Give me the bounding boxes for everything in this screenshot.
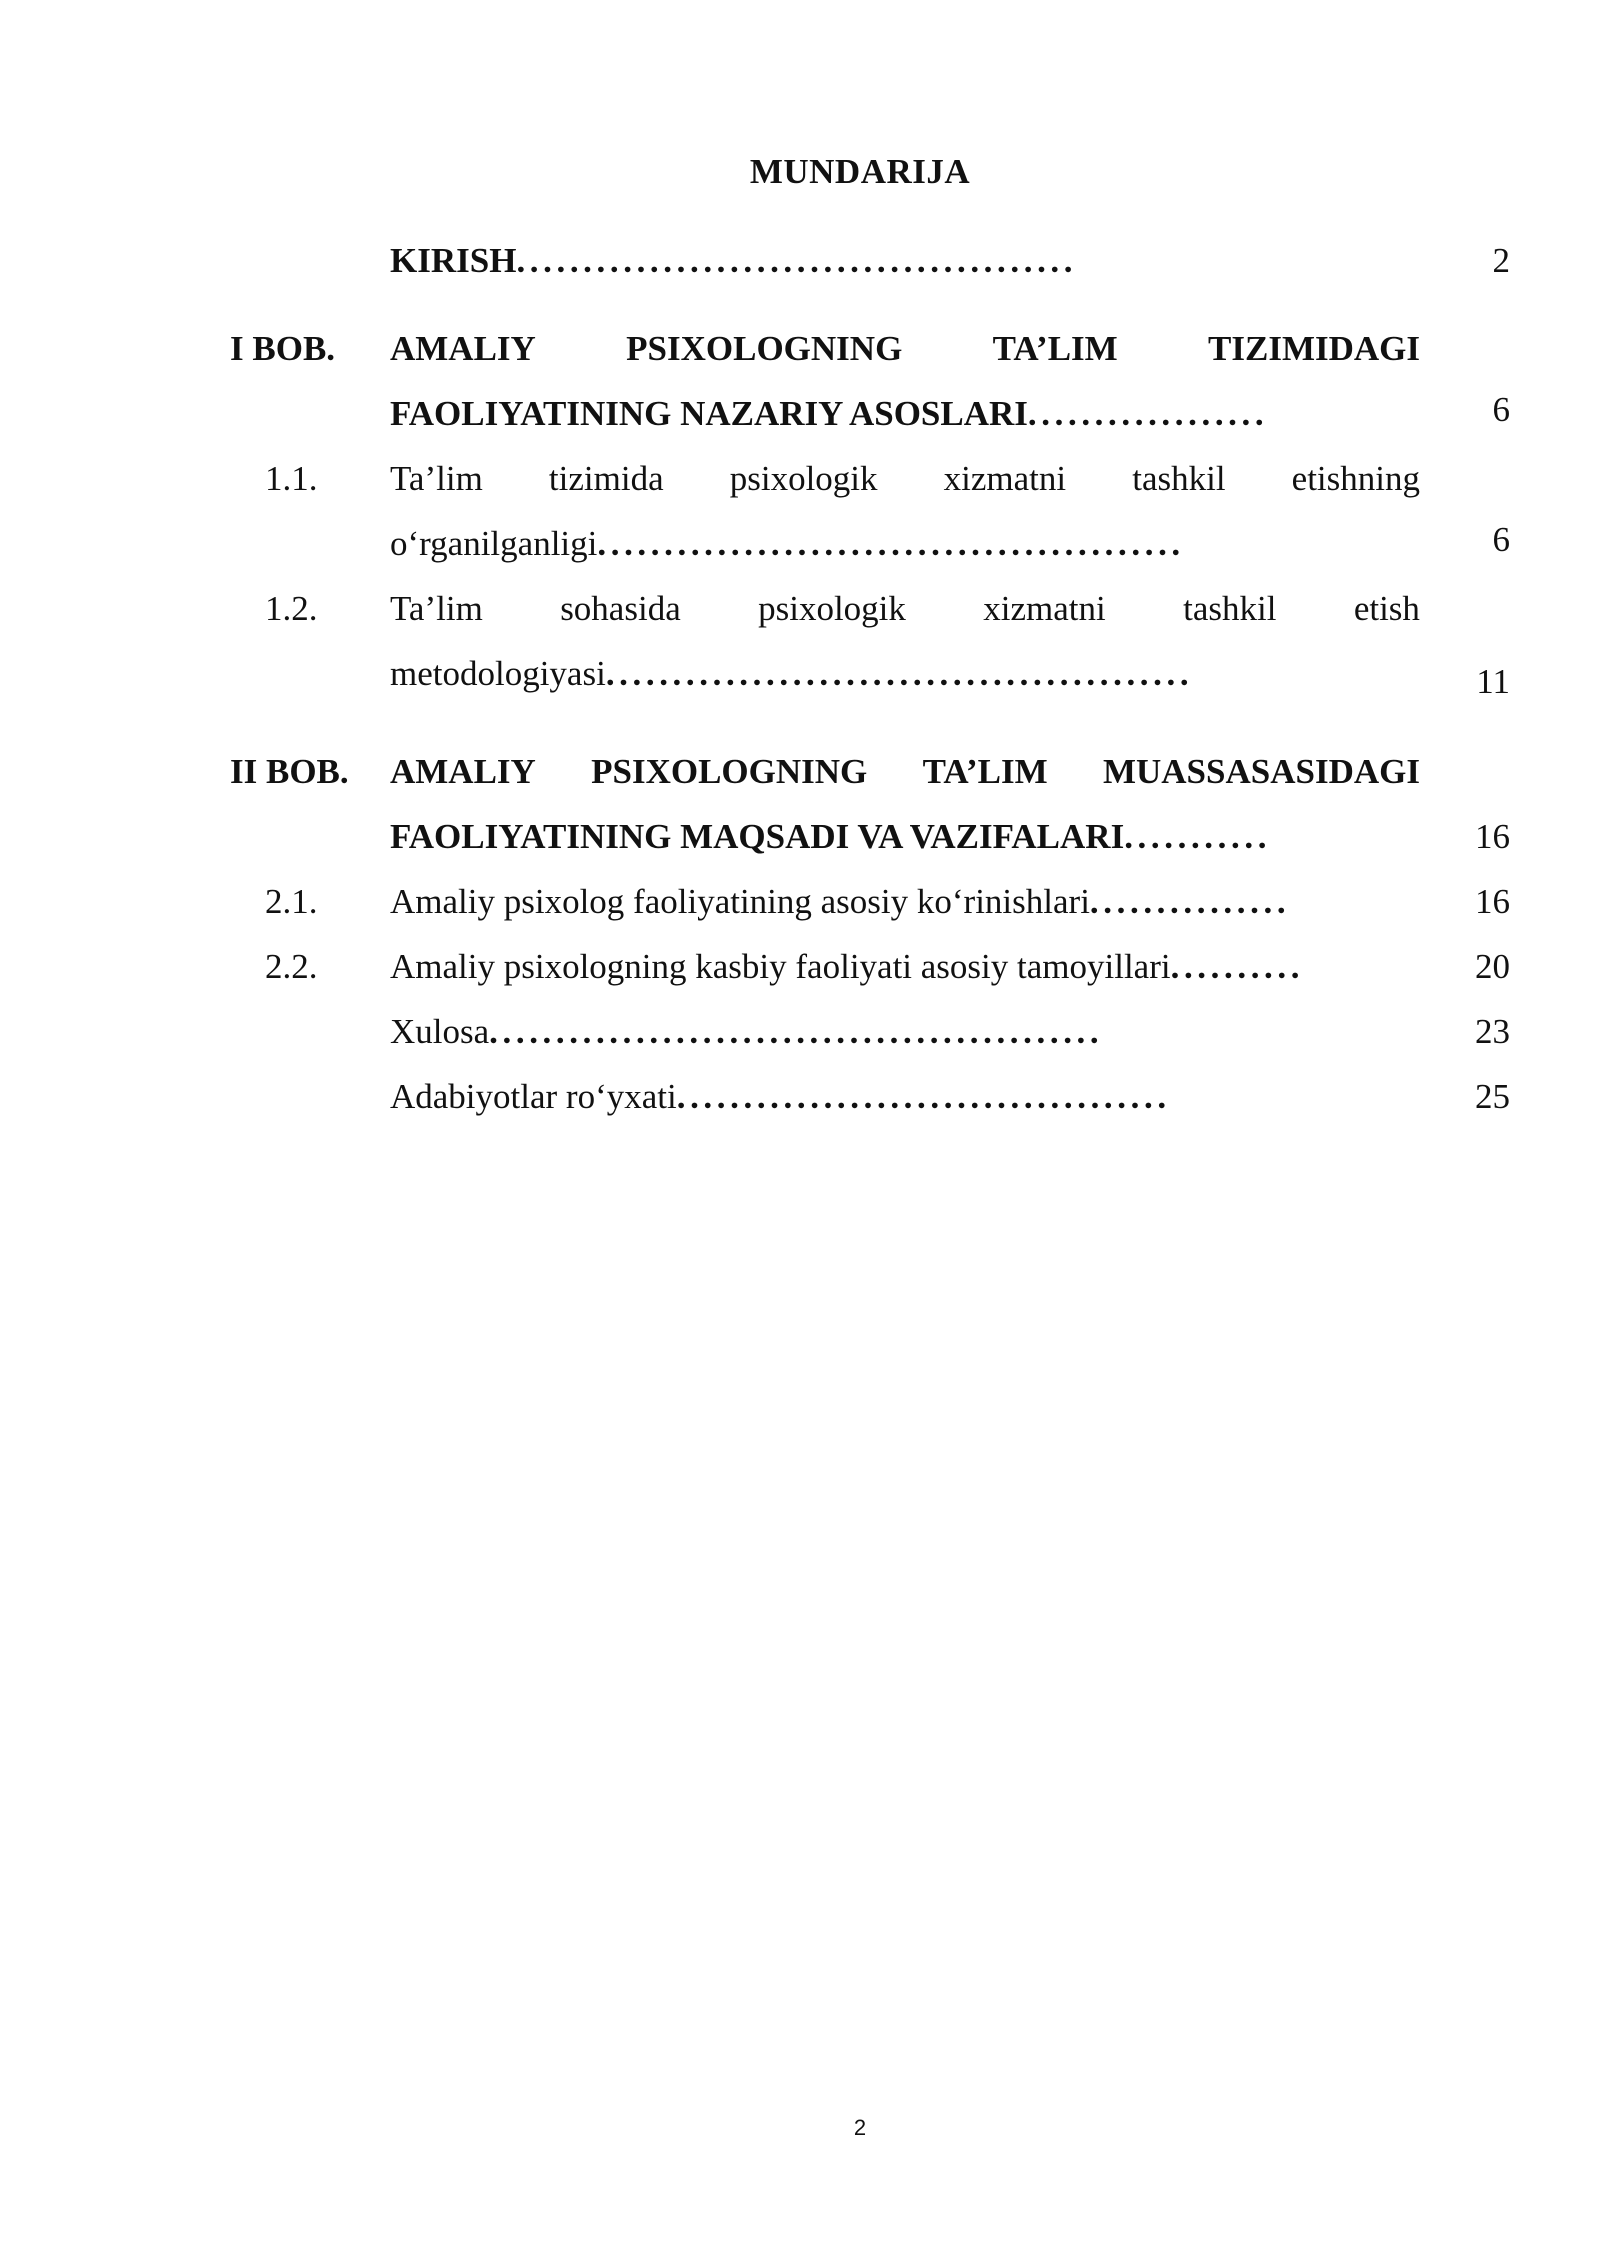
toc-word: TA’LIM: [922, 752, 1048, 791]
section-label: 2.1.: [265, 882, 318, 921]
toc-word: PSIXOLOGNING: [591, 752, 868, 791]
toc-entry-chapter-1-cont: [390, 388, 1420, 440]
toc-word: Ta’lim: [390, 589, 483, 628]
toc-word: psixologik: [729, 459, 878, 498]
toc-word: tashkil: [1183, 589, 1277, 628]
toc-entry-section-2-2: [390, 941, 1420, 993]
toc-page-number: 6: [1492, 390, 1510, 429]
toc-page-number: 20: [1475, 947, 1510, 986]
toc-entry-text: [390, 746, 1420, 798]
toc-entry-text: metodologiyasi: [390, 654, 606, 693]
toc-entry-references: [390, 1071, 1420, 1123]
toc-entry-text: Xulosa: [390, 1012, 490, 1051]
page-title: MUNDARIJA: [749, 152, 971, 191]
toc-entry-text: [390, 583, 1420, 635]
toc-page-number: 16: [1475, 817, 1510, 856]
dot-leader: ............................................: [605, 654, 1194, 693]
toc-word: Ta’lim: [390, 459, 483, 498]
toc-entry-section-2-1: [390, 876, 1420, 928]
toc-page-number: 11: [1476, 662, 1510, 701]
toc-entry-chapter-2-cont: [390, 811, 1420, 863]
dot-leader: ..........................................: [516, 241, 1078, 280]
section-label: 2.2.: [265, 947, 318, 986]
toc-entry-text: [390, 323, 1420, 375]
toc-entry-intro: [390, 235, 1420, 287]
dot-leader: .....................................: [676, 1077, 1171, 1116]
toc-entry-section-1-2: [390, 583, 1420, 635]
toc-word: tashkil: [1132, 459, 1226, 498]
toc-entry-section-1-2-cont: [390, 648, 1420, 700]
toc-entry-text: o‘rganilganligi: [390, 524, 598, 563]
toc-page-number: 23: [1475, 1012, 1510, 1051]
toc-page-number: 2: [1492, 241, 1510, 280]
toc-entry-section-1-1-cont: [390, 518, 1420, 570]
toc-entry-conclusion: [390, 1006, 1420, 1058]
section-label: 1.2.: [265, 589, 318, 628]
toc-word: tizimida: [548, 459, 664, 498]
dot-leader: ............................................: [597, 524, 1185, 563]
toc-word: xizmatni: [943, 459, 1067, 498]
toc-entry-text: FAOLIYATINING MAQSADI VA VAZIFALARI: [390, 817, 1125, 856]
toc-page-number: 25: [1475, 1077, 1510, 1116]
toc-word: MUASSASASIDAGI: [1102, 752, 1420, 791]
toc-entry-text: Adabiyotlar ro‘yxati: [390, 1077, 677, 1116]
toc-word: PSIXOLOGNING: [626, 329, 903, 368]
toc-entry-text: FAOLIYATINING NAZARIY ASOSLARI: [390, 394, 1028, 433]
toc-entry-text: KIRISH: [390, 241, 517, 280]
toc-word: TIZIMIDAGI: [1208, 329, 1420, 368]
toc-page-number: 6: [1492, 520, 1510, 559]
dot-leader: ..............................................: [489, 1012, 1104, 1051]
toc-word: AMALIY: [390, 752, 536, 791]
toc-word: TA’LIM: [992, 329, 1118, 368]
dot-leader: ...........: [1124, 817, 1272, 856]
toc-entry-text: Amaliy psixolog faoliyatining asosiy ko‘rinishlari: [390, 882, 1090, 921]
toc-entry-chapter-1: [390, 323, 1420, 375]
toc-entry-text: Amaliy psixologning kasbiy faoliyati asosiy tamoyillari: [390, 947, 1171, 986]
dot-leader: ..................: [1027, 394, 1269, 433]
toc-entry-section-1-1: [390, 453, 1420, 505]
chapter-label: I BOB.: [230, 329, 336, 368]
section-label: 1.1.: [265, 459, 318, 498]
dot-leader: ..........: [1170, 947, 1305, 986]
toc-word: etishning: [1291, 459, 1420, 498]
toc-page-number: 16: [1475, 882, 1510, 921]
chapter-label: II BOB.: [230, 752, 349, 791]
dot-leader: ...............: [1089, 882, 1291, 921]
toc-word: xizmatni: [983, 589, 1106, 628]
toc-word: etish: [1353, 589, 1420, 628]
toc-entry-text: [390, 453, 1420, 505]
toc-word: sohasida: [560, 589, 681, 628]
page-number: 2: [853, 2115, 867, 2140]
toc-entry-chapter-2: [390, 746, 1420, 798]
toc-word: psixologik: [758, 589, 906, 628]
toc-word: AMALIY: [390, 329, 536, 368]
